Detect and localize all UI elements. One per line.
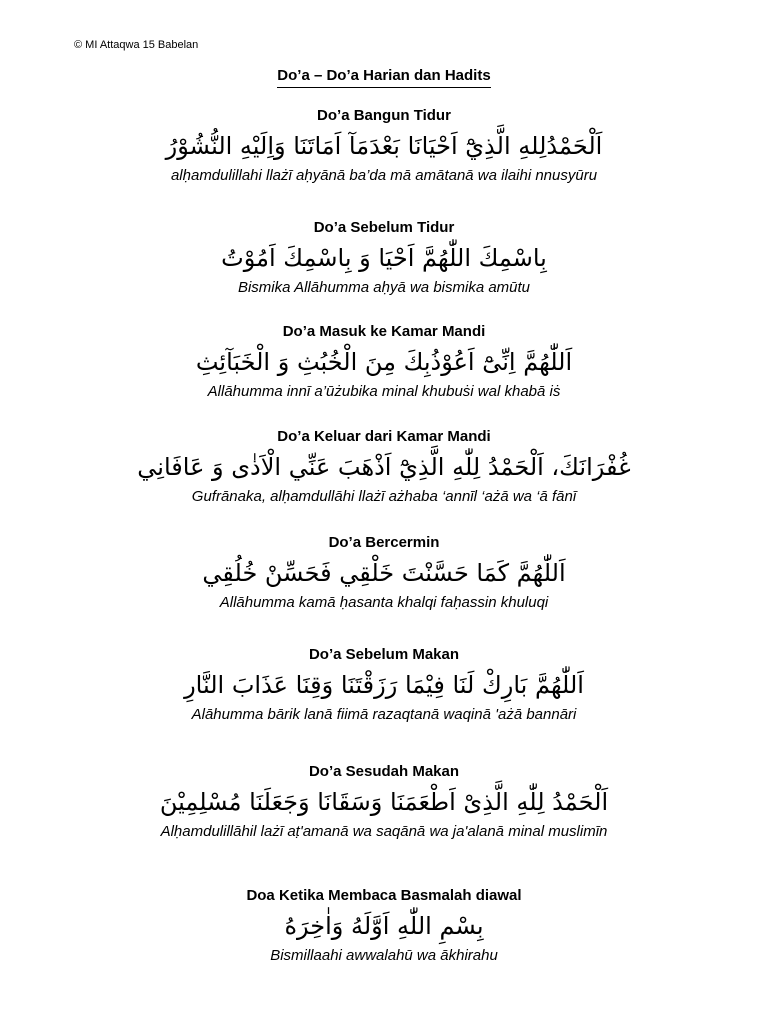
prayer-transliteration: Alāhumma bārik lanā fiimā razaqtanā waqinā 'ażā bannāri xyxy=(191,706,577,723)
prayer-transliteration: Allāhumma innī a’ūżubika minal khubuṡi wal khabā iṡ xyxy=(207,383,561,400)
prayer-transliteration: alḥamdulillahi llażī aḥyānā ba’da mā amātanā wa ilaihi nnusyūru xyxy=(170,167,598,184)
prayer-transliteration: Allāhumma kamā ḥasanta khalqi faḥassin khuluqi xyxy=(219,594,549,611)
prayer-heading: Do’a Sesudah Makan xyxy=(308,763,460,780)
prayer-transliteration: Bismillaahi awwalahū wa ākhirahu xyxy=(270,947,498,964)
prayer-transliteration: Gufrānaka, alḥamdullāhi llażī ażhaba ‘annīl ‘ażā wa ‘ā fānī xyxy=(191,488,577,505)
prayer-heading: Do’a Sebelum Makan xyxy=(308,646,460,663)
prayer-heading: Do’a Bangun Tidur xyxy=(317,107,451,124)
prayer-arabic-text: اَللّٰهُمَّ كَمَا حَسَّنْتَ خَلْقِي فَحَسِّنْ خُلُقِي xyxy=(202,559,566,587)
prayer-section-masuk-kamar-mandi xyxy=(90,322,678,402)
prayer-heading: Do’a Masuk ke Kamar Mandi xyxy=(282,323,486,340)
prayer-heading: Do’a Bercermin xyxy=(328,534,440,551)
document-title-text: Do’a – Do’a Harian dan Hadits xyxy=(277,66,490,88)
document-title xyxy=(0,66,768,88)
prayer-transliteration: Bismika Allāhumma aḥyā wa bismika amūtu xyxy=(237,279,531,296)
prayer-arabic-text: اَللّٰهُمَّ بَارِكْ لَنَا فِيْمَا رَزَقْتَنَا وَقِنَا عَذَابَ النَّارِ xyxy=(184,671,584,699)
prayer-arabic-text: اَلْحَمْدُلِلهِ الَّذِيْٓ اَحْيَانَا بَعْدَمَآ اَمَاتَنَا وَاِلَيْهِ النُّشُوْرُ xyxy=(165,132,603,160)
prayer-section-keluar-kamar-mandi xyxy=(90,427,678,507)
prayer-section-bangun-tidur xyxy=(90,106,678,186)
prayer-heading: Do’a Keluar dari Kamar Mandi xyxy=(277,428,491,445)
prayer-arabic-text: غُفْرَانَكَ، اَلْحَمْدُ لِلّٰهِ الَّذِيْٓ اَذْهَبَ عَنِّي الْاَذٰى وَ عَافَانِي xyxy=(137,453,631,481)
prayer-arabic-text: اَللّٰهُمَّ اِنِّىْٓ اَعُوْذُبِكَ مِنَ الْخُبُثِ وَ الْخَبَآئِثِ xyxy=(195,348,573,376)
prayer-transliteration: Alḥamdulillāhil lażī aṭ'amanā wa saqānā wa ja'alanā minal muslimīn xyxy=(160,823,608,840)
prayer-heading: Doa Ketika Membaca Basmalah diawal xyxy=(246,887,522,904)
prayer-heading: Do’a Sebelum Tidur xyxy=(313,219,455,236)
prayer-arabic-text: بِاسْمِكَ اللّٰهُمَّ اَحْيَا وَ بِاسْمِكَ اَمُوْتُ xyxy=(221,244,547,272)
prayer-arabic-text: بِسْمِ اللّٰهِ اَوَّلَهُ وَاٰخِرَهُ xyxy=(284,912,484,940)
prayer-section-basmalah xyxy=(90,886,678,966)
prayer-section-bercermin xyxy=(90,533,678,613)
prayer-arabic-text: اَلْحَمْدُ لِلّٰهِ الَّذِىْ اَطْعَمَنَا وَسَقَانَا وَجَعَلَنَا مُسْلِمِيْنَ xyxy=(159,788,609,816)
prayer-section-sebelum-tidur xyxy=(90,218,678,298)
copyright-notice: © MI Attaqwa 15 Babelan xyxy=(74,39,199,51)
prayer-section-sesudah-makan xyxy=(90,762,678,842)
prayer-section-sebelum-makan xyxy=(90,645,678,725)
